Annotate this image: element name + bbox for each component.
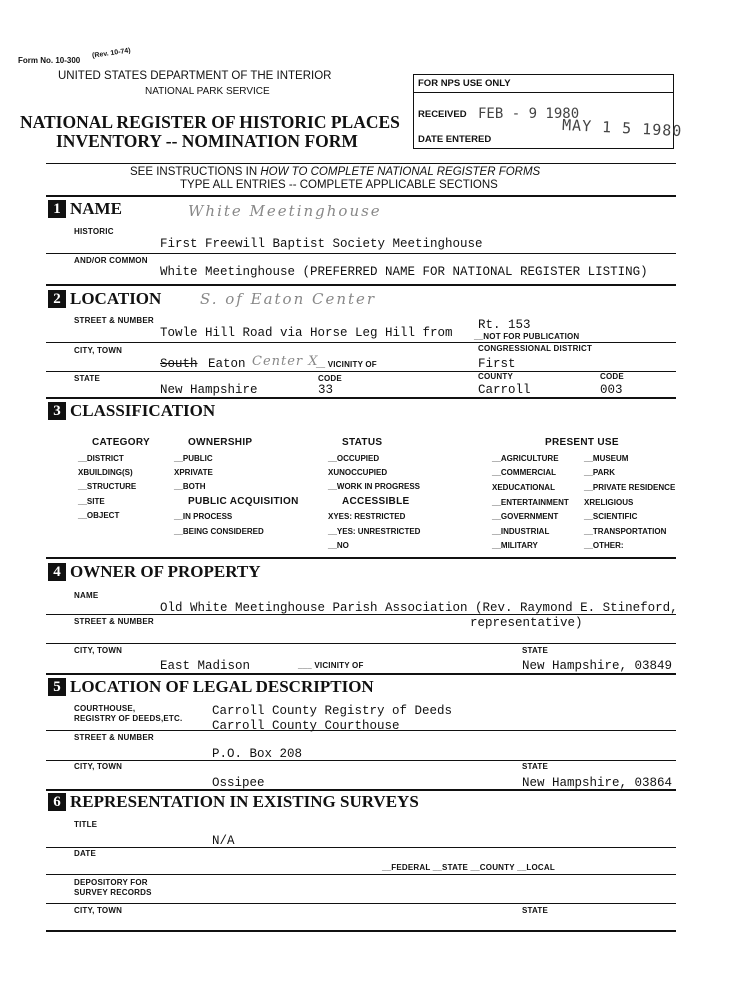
survey-title-label: TITLE bbox=[74, 820, 98, 829]
instructions-prefix: SEE INSTRUCTIONS IN bbox=[130, 166, 261, 178]
owner-street-value[interactable]: representative) bbox=[470, 616, 583, 630]
divider bbox=[46, 730, 676, 731]
acquisition-option[interactable]: __IN PROCESS bbox=[174, 512, 233, 521]
owner-name-label: NAME bbox=[74, 591, 99, 600]
survey-title-value[interactable]: N/A bbox=[212, 834, 235, 848]
owner-name-value[interactable]: Old White Meetinghouse Parish Association (Rev. Raymond E. Stineford, bbox=[160, 601, 678, 615]
category-option[interactable]: XBUILDING(S) bbox=[78, 468, 133, 477]
city-value[interactable]: Eaton bbox=[208, 357, 246, 371]
congressional-district-label: CONGRESSIONAL DISTRICT bbox=[478, 344, 593, 353]
present-use-option[interactable]: __SCIENTIFIC bbox=[584, 512, 638, 521]
not-for-publication[interactable]: __NOT FOR PUBLICATION bbox=[474, 332, 580, 341]
divider bbox=[46, 930, 676, 932]
county-code-value[interactable]: 003 bbox=[600, 383, 623, 397]
legal-state-value[interactable]: New Hampshire, 03864 bbox=[522, 776, 673, 790]
divider bbox=[46, 371, 676, 372]
section-title: REPRESENTATION IN EXISTING SURVEYS bbox=[70, 792, 419, 811]
courthouse-value[interactable]: Carroll County Courthouse bbox=[212, 719, 400, 733]
category-heading: CATEGORY bbox=[92, 437, 150, 448]
historic-label: HISTORIC bbox=[74, 227, 114, 236]
owner-state-label: STATE bbox=[522, 646, 549, 655]
accessible-option[interactable]: __YES: UNRESTRICTED bbox=[328, 527, 421, 536]
legal-street-value[interactable]: P.O. Box 208 bbox=[212, 747, 303, 761]
accessible-option[interactable]: XYES: RESTRICTED bbox=[328, 512, 406, 521]
divider bbox=[46, 397, 676, 399]
status-option[interactable]: XUNOCCUPIED bbox=[328, 468, 388, 477]
handwritten-annotation: S. of Eaton Center bbox=[200, 290, 377, 308]
present-use-option[interactable]: __AGRICULTURE bbox=[492, 454, 559, 463]
date-entered-label: DATE ENTERED bbox=[418, 134, 492, 145]
common-label: AND/OR COMMON bbox=[74, 256, 148, 265]
divider bbox=[46, 557, 676, 559]
divider bbox=[46, 760, 676, 761]
department-name: UNITED STATES DEPARTMENT OF THE INTERIOR bbox=[58, 70, 332, 82]
owner-city-label: CITY, TOWN bbox=[74, 646, 123, 655]
state-code-value[interactable]: 33 bbox=[318, 383, 334, 397]
ownership-heading: OWNERSHIP bbox=[188, 437, 253, 448]
form-title-line2: INVENTORY -- NOMINATION FORM bbox=[56, 131, 358, 151]
owner-city-value[interactable]: East Madison bbox=[160, 659, 251, 673]
survey-records-label: SURVEY RECORDS bbox=[74, 888, 152, 897]
county-code-label: CODE bbox=[600, 372, 624, 381]
ownership-option[interactable]: __PUBLIC bbox=[174, 454, 213, 463]
section-number: 3 bbox=[48, 402, 66, 420]
category-option[interactable]: __DISTRICT bbox=[78, 454, 124, 463]
section-title: LOCATION bbox=[70, 289, 162, 308]
category-option[interactable]: __SITE bbox=[78, 497, 105, 506]
divider bbox=[46, 195, 676, 197]
section-title: NAME bbox=[70, 199, 122, 218]
vicinity-label: __ VICINITY OF bbox=[316, 360, 377, 369]
state-value[interactable]: New Hampshire bbox=[160, 383, 258, 397]
divider bbox=[46, 673, 676, 675]
divider bbox=[46, 874, 676, 875]
present-use-option[interactable]: __OTHER: bbox=[584, 541, 624, 550]
divider bbox=[46, 903, 676, 904]
present-use-option[interactable]: __COMMERCIAL bbox=[492, 468, 557, 477]
present-use-option[interactable]: __INDUSTRIAL bbox=[492, 527, 550, 536]
received-stamp: FEB - 9 1980 bbox=[478, 106, 580, 122]
section-number: 5 bbox=[48, 678, 66, 696]
county-label: COUNTY bbox=[478, 372, 513, 381]
status-option[interactable]: __WORK IN PROGRESS bbox=[328, 482, 421, 491]
status-heading: STATUS bbox=[342, 437, 383, 448]
survey-city-label: CITY, TOWN bbox=[74, 906, 123, 915]
owner-vicinity-label: ___ VICINITY OF bbox=[298, 661, 364, 670]
depository-label: DEPOSITORY FOR bbox=[74, 878, 148, 887]
section-number: 2 bbox=[48, 290, 66, 308]
legal-city-label: CITY, TOWN bbox=[74, 762, 123, 771]
registry-label: REGISTRY OF DEEDS,ETC. bbox=[74, 714, 183, 723]
state-code-label: CODE bbox=[318, 374, 342, 383]
present-use-option[interactable]: __TRANSPORTATION bbox=[584, 527, 667, 536]
divider bbox=[46, 342, 676, 343]
present-use-option[interactable]: __PRIVATE RESIDENCE bbox=[584, 483, 676, 492]
section-title: CLASSIFICATION bbox=[70, 401, 216, 420]
handwritten-annotation: White Meetinghouse bbox=[188, 202, 382, 220]
section-number: 4 bbox=[48, 563, 66, 581]
divider bbox=[46, 163, 676, 164]
acquisition-heading: PUBLIC ACQUISITION bbox=[188, 496, 299, 507]
section-number: 6 bbox=[48, 793, 66, 811]
divider bbox=[46, 643, 676, 644]
present-use-option[interactable]: __ENTERTAINMENT bbox=[492, 498, 569, 507]
street-label: STREET & NUMBER bbox=[74, 316, 154, 325]
legal-city-value[interactable]: Ossipee bbox=[212, 776, 265, 790]
common-value[interactable]: White Meetinghouse (PREFERRED NAME FOR NATIONAL REGISTER LISTING) bbox=[160, 265, 648, 279]
instructions-line2: TYPE ALL ENTRIES -- COMPLETE APPLICABLE SECTIONS bbox=[180, 179, 498, 191]
acquisition-option[interactable]: __BEING CONSIDERED bbox=[174, 527, 264, 536]
county-value[interactable]: Carroll bbox=[478, 383, 531, 397]
section-title: LOCATION OF LEGAL DESCRIPTION bbox=[70, 677, 374, 696]
survey-levels[interactable]: __FEDERAL __STATE __COUNTY __LOCAL bbox=[382, 863, 555, 872]
owner-street-label: STREET & NUMBER bbox=[74, 617, 154, 626]
ownership-option[interactable]: __BOTH bbox=[174, 482, 206, 491]
category-option[interactable]: __STRUCTURE bbox=[78, 482, 137, 491]
divider bbox=[46, 614, 676, 615]
present-use-heading: PRESENT USE bbox=[545, 437, 619, 448]
legal-state-label: STATE bbox=[522, 762, 549, 771]
historic-value[interactable]: First Freewill Baptist Society Meetinghouse bbox=[160, 237, 483, 251]
section-number: 1 bbox=[48, 200, 66, 218]
instructions-line1 bbox=[130, 166, 540, 178]
service-name: NATIONAL PARK SERVICE bbox=[145, 86, 270, 97]
section-title: OWNER OF PROPERTY bbox=[70, 562, 261, 581]
present-use-option[interactable]: __MILITARY bbox=[492, 541, 538, 550]
city-label: CITY, TOWN bbox=[74, 346, 123, 355]
city-handwritten: Center X bbox=[252, 354, 319, 369]
category-option[interactable]: __OBJECT bbox=[78, 511, 120, 520]
divider bbox=[46, 789, 676, 791]
city-value-struck: South bbox=[160, 357, 198, 371]
street-value[interactable]: Towle Hill Road via Horse Leg Hill from bbox=[160, 326, 453, 340]
instructions-italic: HOW TO COMPLETE NATIONAL REGISTER FORMS bbox=[260, 166, 541, 178]
accessible-option[interactable]: __NO bbox=[328, 541, 349, 550]
divider bbox=[46, 253, 676, 254]
nps-use-box bbox=[413, 74, 683, 149]
present-use-option[interactable]: XEDUCATIONAL bbox=[492, 483, 555, 492]
divider bbox=[46, 284, 676, 286]
street-route[interactable]: Rt. 153 bbox=[478, 318, 531, 332]
congressional-district-value[interactable]: First bbox=[478, 357, 516, 371]
nps-box-heading: FOR NPS USE ONLY bbox=[418, 78, 511, 89]
state-label: STATE bbox=[74, 374, 101, 383]
courthouse-label: COURTHOUSE, bbox=[74, 704, 136, 713]
present-use-option[interactable]: XRELIGIOUS bbox=[584, 498, 634, 507]
form-revision: (Rev. 10-74) bbox=[91, 47, 132, 60]
received-label: RECEIVED bbox=[418, 109, 467, 120]
status-option[interactable]: __OCCUPIED bbox=[328, 454, 380, 463]
present-use-option[interactable]: __GOVERNMENT bbox=[492, 512, 559, 521]
owner-state-value[interactable]: New Hampshire, 03849 bbox=[522, 659, 673, 673]
survey-date-label: DATE bbox=[74, 849, 96, 858]
present-use-option[interactable]: __MUSEUM bbox=[584, 454, 629, 463]
ownership-option[interactable]: XPRIVATE bbox=[174, 468, 213, 477]
form-number: Form No. 10-300 bbox=[18, 56, 81, 65]
received-stamp-second: MAY 1 5 1980 bbox=[561, 115, 683, 141]
divider bbox=[46, 847, 676, 848]
present-use-option[interactable]: __PARK bbox=[584, 468, 615, 477]
survey-state-label: STATE bbox=[522, 906, 549, 915]
legal-street-label: STREET & NUMBER bbox=[74, 733, 154, 742]
accessible-heading: ACCESSIBLE bbox=[342, 496, 410, 507]
form-title-line1: NATIONAL REGISTER OF HISTORIC PLACES bbox=[20, 112, 400, 132]
courthouse-value[interactable]: Carroll County Registry of Deeds bbox=[212, 704, 453, 718]
